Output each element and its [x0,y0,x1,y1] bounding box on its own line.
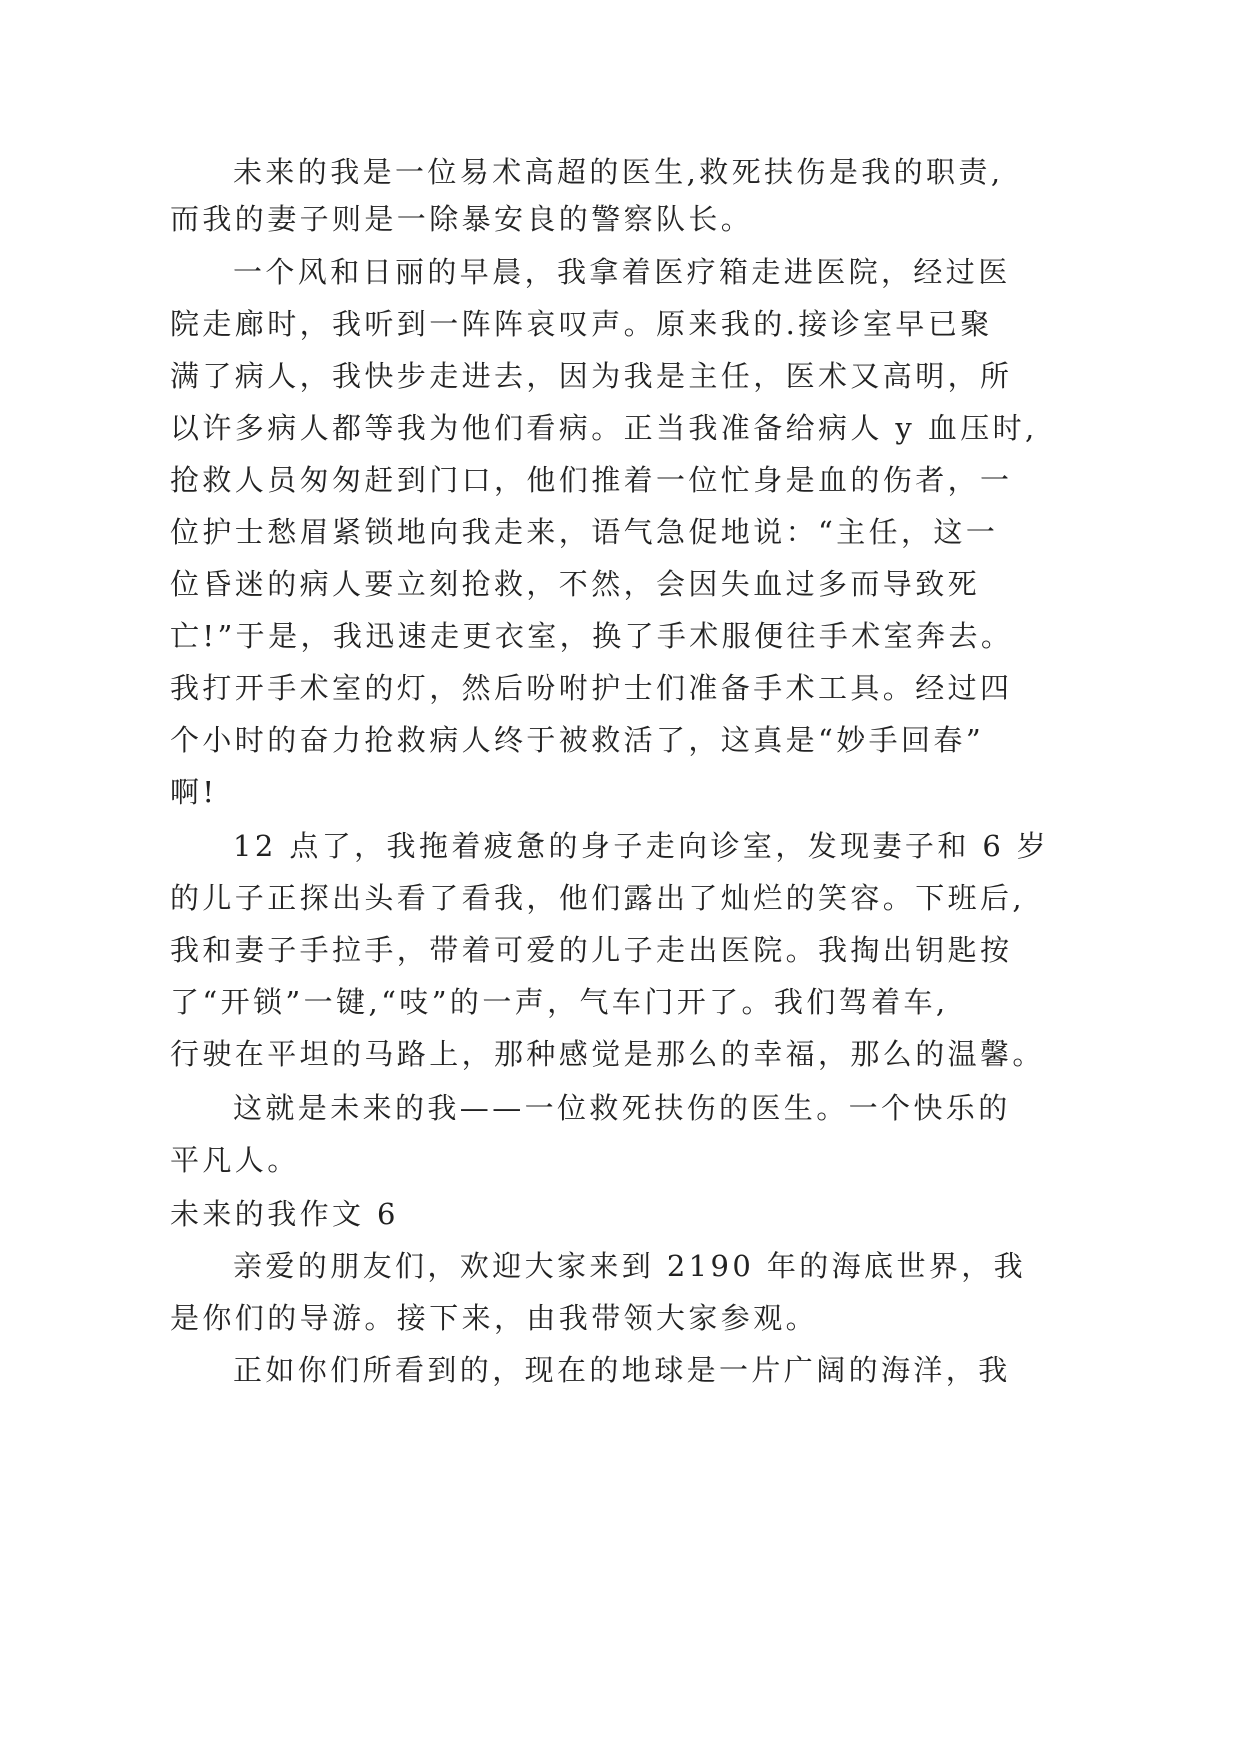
text-line: 而我的妻子则是一除暴安良的警察队长。 [170,202,754,236]
text-line: 院走廊时，我听到一阵阵哀叹声。原来我的.接诊室早已聚 [170,307,993,341]
text-line: 亡!”于是，我迅速走更衣室，换了手术服便往手术室奔去。 [170,619,1014,653]
text-line: 以许多病人都等我为他们看病。正当我准备给病人 y 血压时, [170,411,1038,445]
text-line: 我打开手术室的灯，然后吩咐护士们准备手术工具。经过四 [170,671,1013,705]
text-line: 我和妻子手拉手，带着可爱的儿子走出医院。我掏出钥匙按 [170,933,1013,967]
text-line: 个小时的奋力抢救病人终于被救活了，这真是“妙手回春” [170,723,985,757]
text-line: 亲爱的朋友们，欢迎大家来到 2190 年的海底世界，我 [233,1249,1027,1283]
text-line: 抢救人员匆匆赶到门口，他们推着一位忙身是血的伤者，一 [170,463,1013,497]
text-line: 平凡人。 [170,1143,300,1177]
text-line: 12 点了，我拖着疲惫的身子走向诊室，发现妻子和 6 岁 [233,829,1050,863]
text-line: 一个风和日丽的早晨，我拿着医疗箱走进医院，经过医 [233,255,1011,289]
text-line: 位护士愁眉紧锁地向我走来，语气急促地说：“主任，这一 [170,515,999,549]
text-line: 这就是未来的我——一位救死扶伤的医生。一个快乐的 [233,1091,1011,1125]
text-line: 是你们的导游。接下来，由我带领大家参观。 [170,1301,819,1335]
section-heading: 未来的我作文 6 [170,1197,399,1231]
text-line: 正如你们所看到的，现在的地球是一片广阔的海洋，我 [233,1353,1011,1387]
text-line: 位昏迷的病人要立刻抢救，不然，会因失血过多而导致死 [170,567,981,601]
text-line: 未来的我是一位易术高超的医生,救死扶伤是我的职责, [233,155,1004,189]
text-line: 了“开锁”一键,“吱”的一声，气车门开了。我们驾着车, [170,985,949,1019]
text-line: 行驶在平坦的马路上，那种感觉是那么的幸福，那么的温馨。 [170,1037,1045,1071]
text-line: 的儿子正探出头看了看我，他们露出了灿烂的笑容。下班后, [170,881,1026,915]
text-line: 啊! [170,775,218,809]
text-line: 满了病人，我快步走进去，因为我是主任，医术又高明，所 [170,359,1013,393]
